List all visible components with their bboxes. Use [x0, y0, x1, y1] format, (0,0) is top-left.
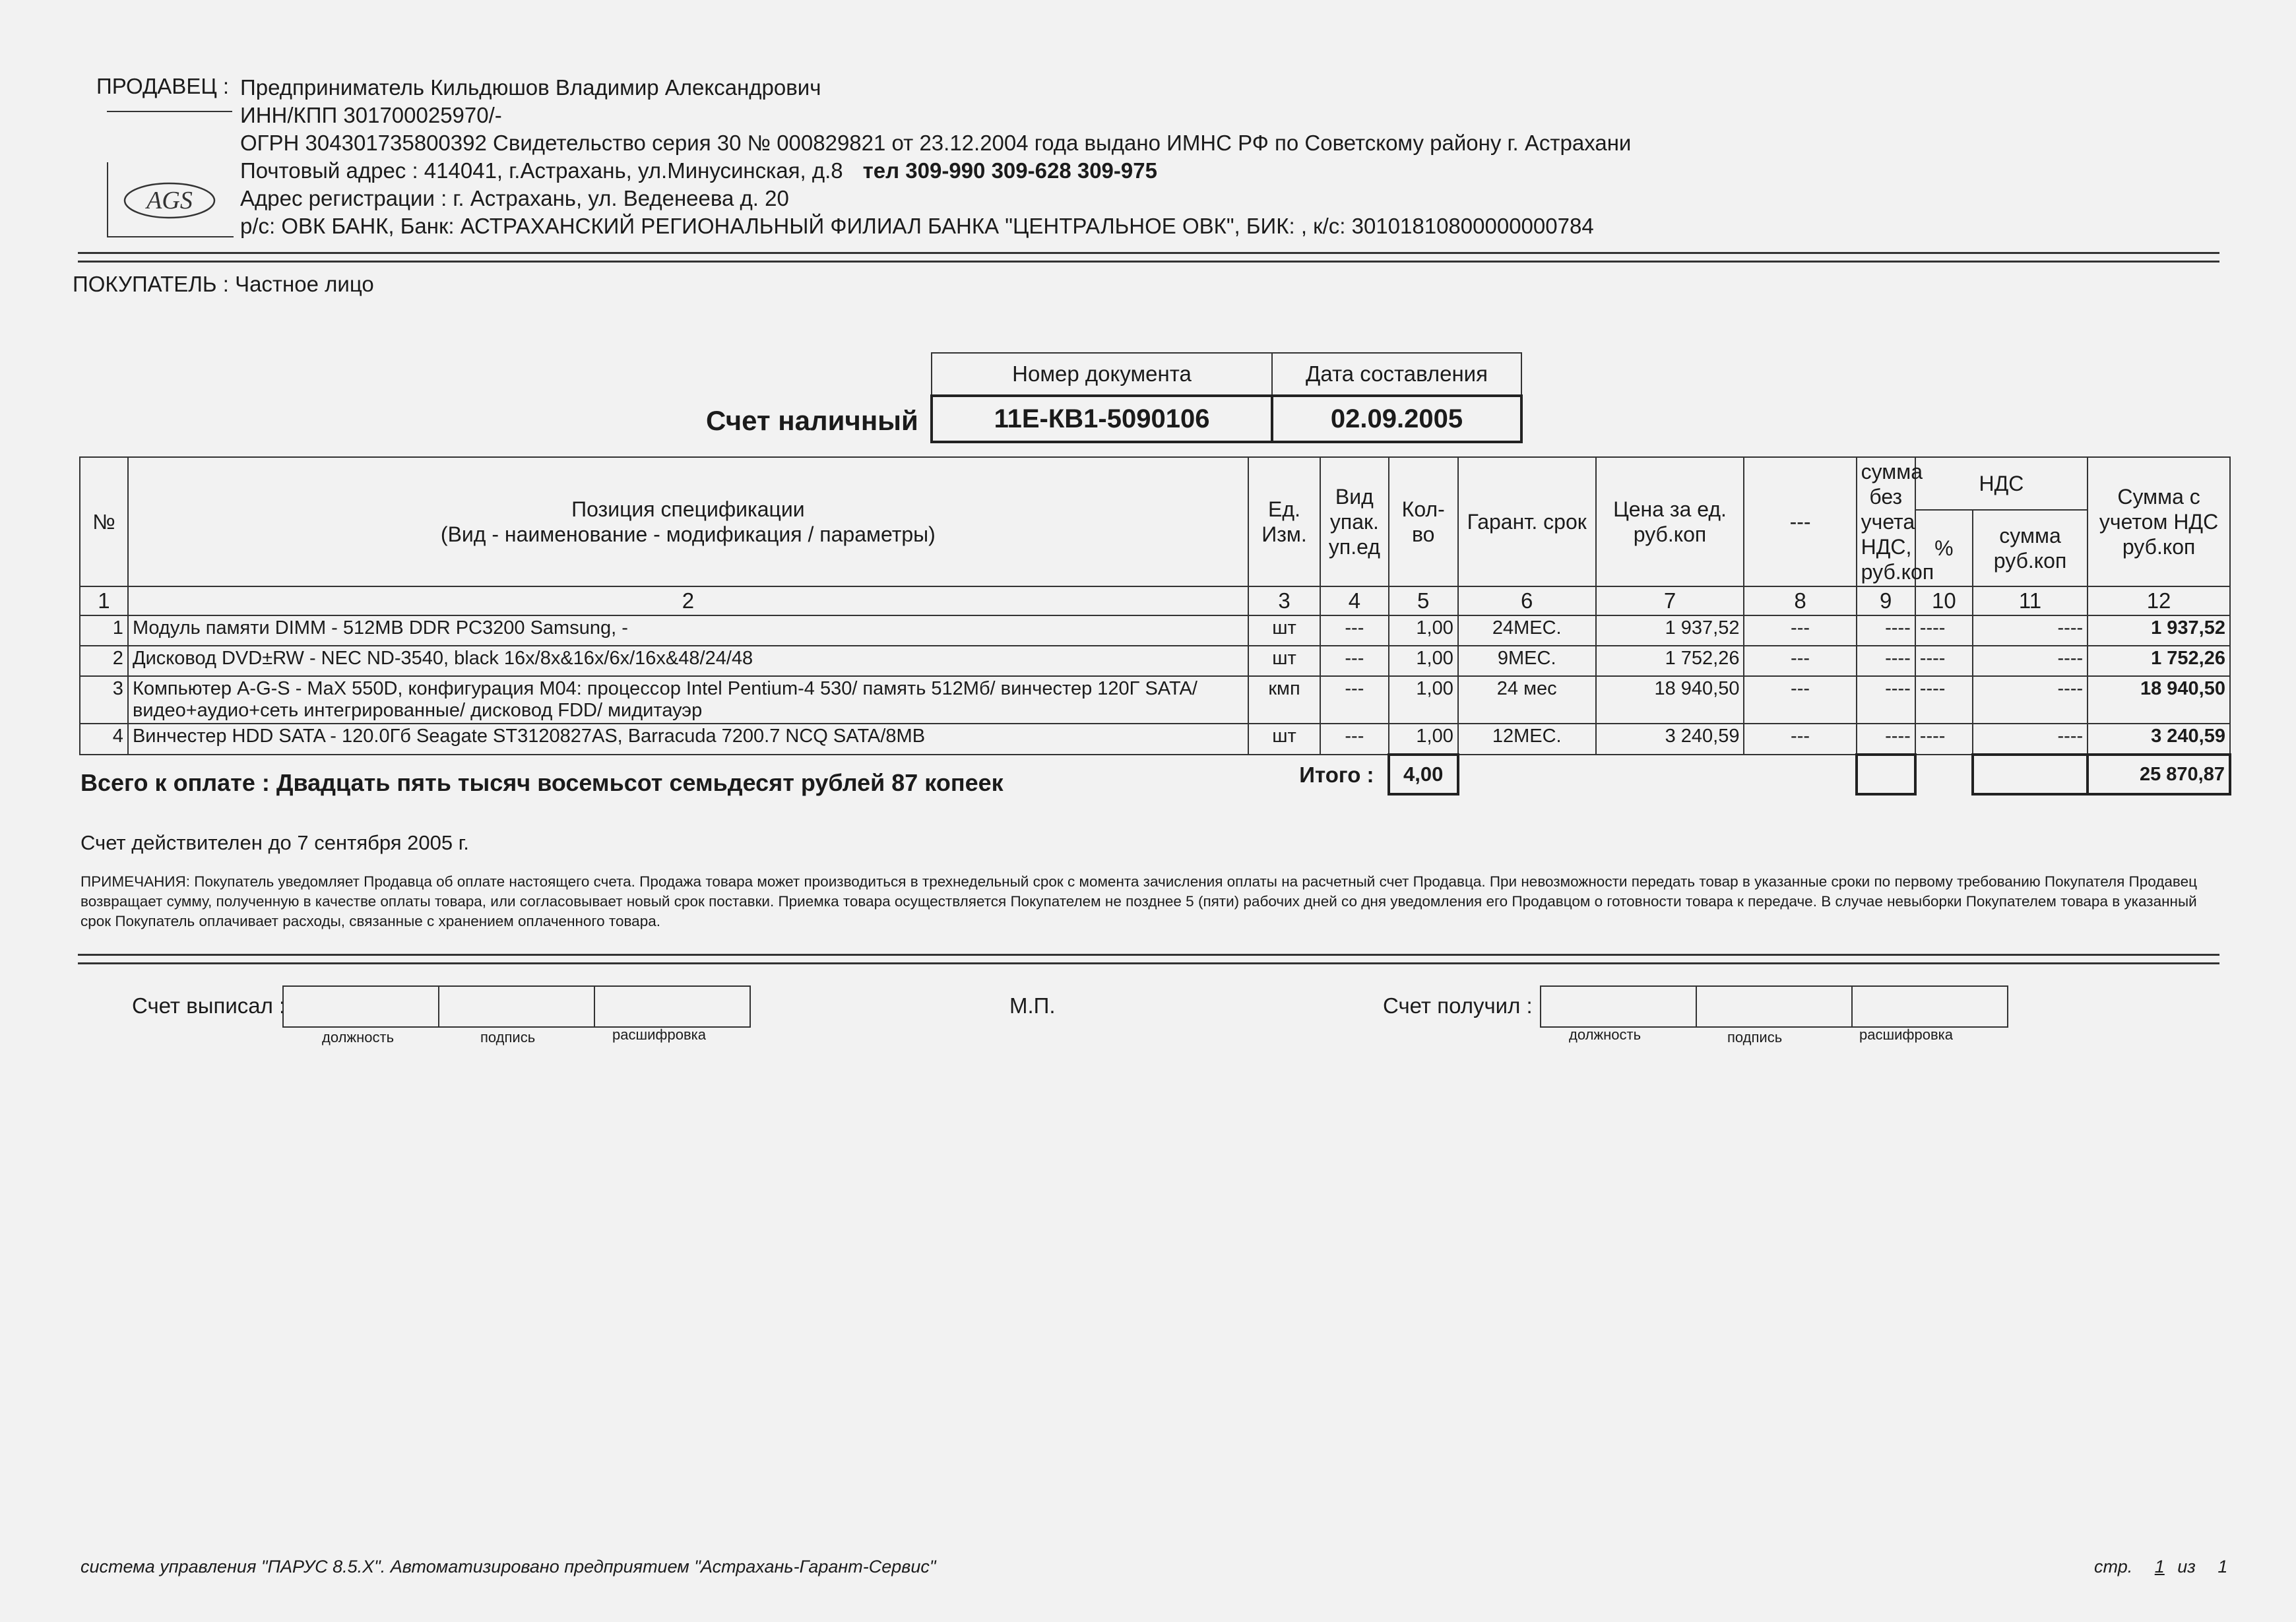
row-unit: шт [1248, 724, 1320, 755]
total-sum-no-vat [1857, 755, 1915, 794]
doc-date-label: Дата составления [1272, 353, 1521, 396]
row-price: 1 937,52 [1596, 615, 1744, 646]
row-price: 1 752,26 [1596, 646, 1744, 676]
row-qty: 1,00 [1389, 615, 1458, 646]
row-name: Модуль памяти DIMM - 512MB DDR PC3200 Samsung, - [128, 615, 1248, 646]
total-vat-sum [1973, 755, 2088, 794]
row-col8: --- [1744, 646, 1856, 676]
issued-decoding-caption: расшифровка [612, 1026, 707, 1043]
issued-label: Счет выписал : [132, 993, 286, 1018]
row-warranty: 24МЕС. [1458, 615, 1596, 646]
row-price: 3 240,59 [1596, 724, 1744, 755]
col-number: 12 [2088, 586, 2230, 615]
table-row [80, 646, 2230, 676]
logo-frame-top [107, 111, 232, 112]
table-row [80, 676, 2230, 724]
seller-bank: р/с: ОВК БАНК, Банк: АСТРАХАНСКИЙ РЕГИОНАЛЬНЫЙ ФИЛИАЛ БАНКА "ЦЕНТРАЛЬНОЕ ОВК", БИК: , к/с: 30101810800000000784 [240, 214, 1594, 238]
document-header-table [930, 352, 1523, 443]
row-vat-pct: ---- [1915, 676, 1973, 724]
header-sum-no-vat: сумма без учета НДС, руб.коп [1857, 457, 1915, 586]
col-number: 10 [1915, 586, 1973, 615]
col-number: 1 [80, 586, 128, 615]
row-sum-no-vat: ---- [1857, 646, 1915, 676]
received-signature-caption: подпись [1727, 1029, 1783, 1045]
seller-inn: ИНН/КПП 301700025970/- [240, 103, 502, 127]
issued-decoding-field[interactable] [594, 986, 750, 1027]
page-current: 1 [2154, 1557, 2165, 1576]
col-number: 2 [128, 586, 1248, 615]
received-signature-fields [1540, 985, 2008, 1028]
header-sum-vat: Сумма с учетом НДС руб.коп [2088, 457, 2230, 586]
row-name: Винчестер HDD SATA - 120.0Гб Seagate ST3120827AS, Barracuda 7200.7 NCQ SATA/8MB [128, 724, 1248, 755]
header-col8: --- [1744, 457, 1856, 586]
row-warranty: 12МЕС. [1458, 724, 1596, 755]
page-indicator [2094, 1557, 2227, 1577]
header-unit: Ед. Изм. [1248, 457, 1320, 586]
row-total: 3 240,59 [2088, 724, 2230, 755]
notes-divider [78, 954, 2219, 964]
header-warranty: Гарант. срок [1458, 457, 1596, 586]
header-position [128, 457, 1248, 586]
issued-signature-field[interactable] [439, 986, 594, 1027]
row-no: 2 [80, 646, 128, 676]
row-total: 18 940,50 [2088, 676, 2230, 724]
table-row [80, 615, 2230, 646]
col-number: 11 [1973, 586, 2088, 615]
row-no: 1 [80, 615, 128, 646]
issued-position-field[interactable] [283, 986, 439, 1027]
header-qty: Кол-во [1389, 457, 1458, 586]
row-total: 1 937,52 [2088, 615, 2230, 646]
seller-postal: Почтовый адрес : 414041, г.Астрахань, ул.Минусинская, д.8 [240, 158, 843, 183]
seller-details [240, 74, 1631, 240]
row-no: 4 [80, 724, 128, 755]
row-qty: 1,00 [1389, 724, 1458, 755]
total-qty: 4,00 [1389, 755, 1458, 794]
table-row [80, 724, 2230, 755]
doc-date: 02.09.2005 [1272, 396, 1521, 442]
row-unit: кмп [1248, 676, 1320, 724]
row-price: 18 940,50 [1596, 676, 1744, 724]
row-vat-pct: ---- [1915, 615, 1973, 646]
col-number: 3 [1248, 586, 1320, 615]
seller-ogrn: ОГРН 304301735800392 Свидетельство серия 30 № 000829821 от 23.12.2004 года выдано ИМНС РФ по Советскому району г. Астрахани [240, 131, 1632, 155]
company-logo [107, 162, 234, 237]
document-title: Счет наличный [706, 405, 918, 436]
received-label: Счет получил : [1383, 993, 1533, 1018]
header-pack: Вид упак. уп.ед [1320, 457, 1388, 586]
received-position-field[interactable] [1541, 986, 1696, 1027]
row-vat-pct: ---- [1915, 724, 1973, 755]
header-vat: НДС [1915, 457, 2088, 510]
doc-number: 11Е-КВ1-5090106 [932, 396, 1272, 442]
row-qty: 1,00 [1389, 646, 1458, 676]
issued-position-caption: должность [322, 1029, 395, 1045]
row-sum-no-vat: ---- [1857, 615, 1915, 646]
payment-total: Всего к оплате : Двадцать пять тысяч восемьсот семьдесят рублей 87 копеек [80, 769, 1004, 796]
page-total: 1 [2217, 1557, 2228, 1576]
received-position-caption: должность [1569, 1026, 1642, 1043]
issued-signature-fields [282, 985, 751, 1028]
row-col8: --- [1744, 724, 1856, 755]
header-position-line2: (Вид - наименование - модификация / параметры) [440, 522, 936, 546]
row-warranty: 9МЕС. [1458, 646, 1596, 676]
row-sum-no-vat: ---- [1857, 676, 1915, 724]
col-number: 7 [1596, 586, 1744, 615]
row-vat-sum: ---- [1973, 676, 2088, 724]
valid-until: Счет действителен до 7 сентября 2005 г. [80, 831, 469, 854]
header-vat-sum: сумма руб.коп [1973, 510, 2088, 586]
row-pack: --- [1320, 724, 1388, 755]
row-vat-pct: ---- [1915, 646, 1973, 676]
row-vat-sum: ---- [1973, 646, 2088, 676]
row-col8: --- [1744, 676, 1856, 724]
total-sum: 25 870,87 [2088, 755, 2230, 794]
seller-label: ПРОДАВЕЦ : [96, 74, 230, 98]
row-sum-no-vat: ---- [1857, 724, 1915, 755]
row-name [128, 676, 1248, 724]
items-table [79, 456, 2231, 795]
doc-number-label: Номер документа [932, 353, 1272, 396]
total-label: Итого : [1299, 762, 1374, 787]
seller-name: Предприниматель Кильдюшов Владимир Александрович [240, 75, 821, 100]
col-number: 8 [1744, 586, 1856, 615]
header-vat-pct: % [1915, 510, 1973, 586]
notes: ПРИМЕЧАНИЯ: Покупатель уведомляет Продавца об оплате настоящего счета. Продажа товара может производиться в трехнедельный срок с момента зачисления оплаты на расчетный счет Продавца. При невозможности передать товар в указанные сроки по первому требованию Покупателя Продавец возвращает сумму, полученную в качестве оплаты товара, или согласовывает новый срок поставки. Приемка товара осуществляется Покупателем не позднее 5 (пяти) рабочих дней со дня уведомления его Продавцом о готовности товара к передаче. В случае невыборки Покупателем товара в указанный срок Покупатель оплачивает расходы, связанные с хранением оплаченного товара. [80, 873, 2197, 929]
header-price: Цена за ед. руб.коп [1596, 457, 1744, 586]
row-unit: шт [1248, 615, 1320, 646]
footer-system: система управления "ПАРУС 8.5.X". Автоматизировано предприятием "Астрахань-Гарант-Сервис" [80, 1557, 936, 1576]
received-signature-field[interactable] [1696, 986, 1852, 1027]
row-unit: шт [1248, 646, 1320, 676]
col-number: 9 [1857, 586, 1915, 615]
buyer-line: ПОКУПАТЕЛЬ : Частное лицо [73, 272, 374, 296]
header-position-line1: Позиция спецификации [571, 497, 805, 521]
row-name-line1: Компьютер A-G-S - MaX 550D, конфигурация M04: процессор Intel Pentium-4 530/ память 512Мб/ винчестер 120Г SATA/ [132, 678, 1197, 699]
row-qty: 1,00 [1389, 676, 1458, 724]
page-prefix: стр. [2094, 1557, 2133, 1576]
seller-registration: Адрес регистрации : г. Астрахань, ул. Веденеева д. 20 [240, 186, 789, 210]
logo-text: AGS [146, 187, 193, 214]
seller-postal-line [240, 157, 1631, 185]
issued-signature-caption: подпись [480, 1029, 536, 1045]
col-number: 4 [1320, 586, 1388, 615]
seller-divider [78, 252, 2219, 263]
col-number: 6 [1458, 586, 1596, 615]
row-col8: --- [1744, 615, 1856, 646]
row-name: Дисковод DVD±RW - NEC ND-3540, black 16x/8x&16x/6x/16x&48/24/48 [128, 646, 1248, 676]
ags-logo-icon [120, 177, 219, 223]
seller-phone: тел 309-990 309-628 309-975 [862, 158, 1157, 183]
column-numbers-row [80, 586, 2230, 615]
row-warranty: 24 мес [1458, 676, 1596, 724]
stamp-label: М.П. [1009, 993, 1056, 1018]
row-name-line2: видео+аудио+сеть интегрированные/ дисковод FDD/ мидитауэр [132, 700, 703, 721]
row-no: 3 [80, 676, 128, 724]
row-vat-sum: ---- [1973, 615, 2088, 646]
row-vat-sum: ---- [1973, 724, 2088, 755]
row-total: 1 752,26 [2088, 646, 2230, 676]
received-decoding-caption: расшифровка [1859, 1026, 1954, 1043]
header-no: № [80, 457, 128, 586]
page-sep: из [2177, 1557, 2196, 1576]
received-decoding-field[interactable] [1852, 986, 2008, 1027]
row-pack: --- [1320, 615, 1388, 646]
col-number: 5 [1389, 586, 1458, 615]
row-pack: --- [1320, 646, 1388, 676]
row-pack: --- [1320, 676, 1388, 724]
